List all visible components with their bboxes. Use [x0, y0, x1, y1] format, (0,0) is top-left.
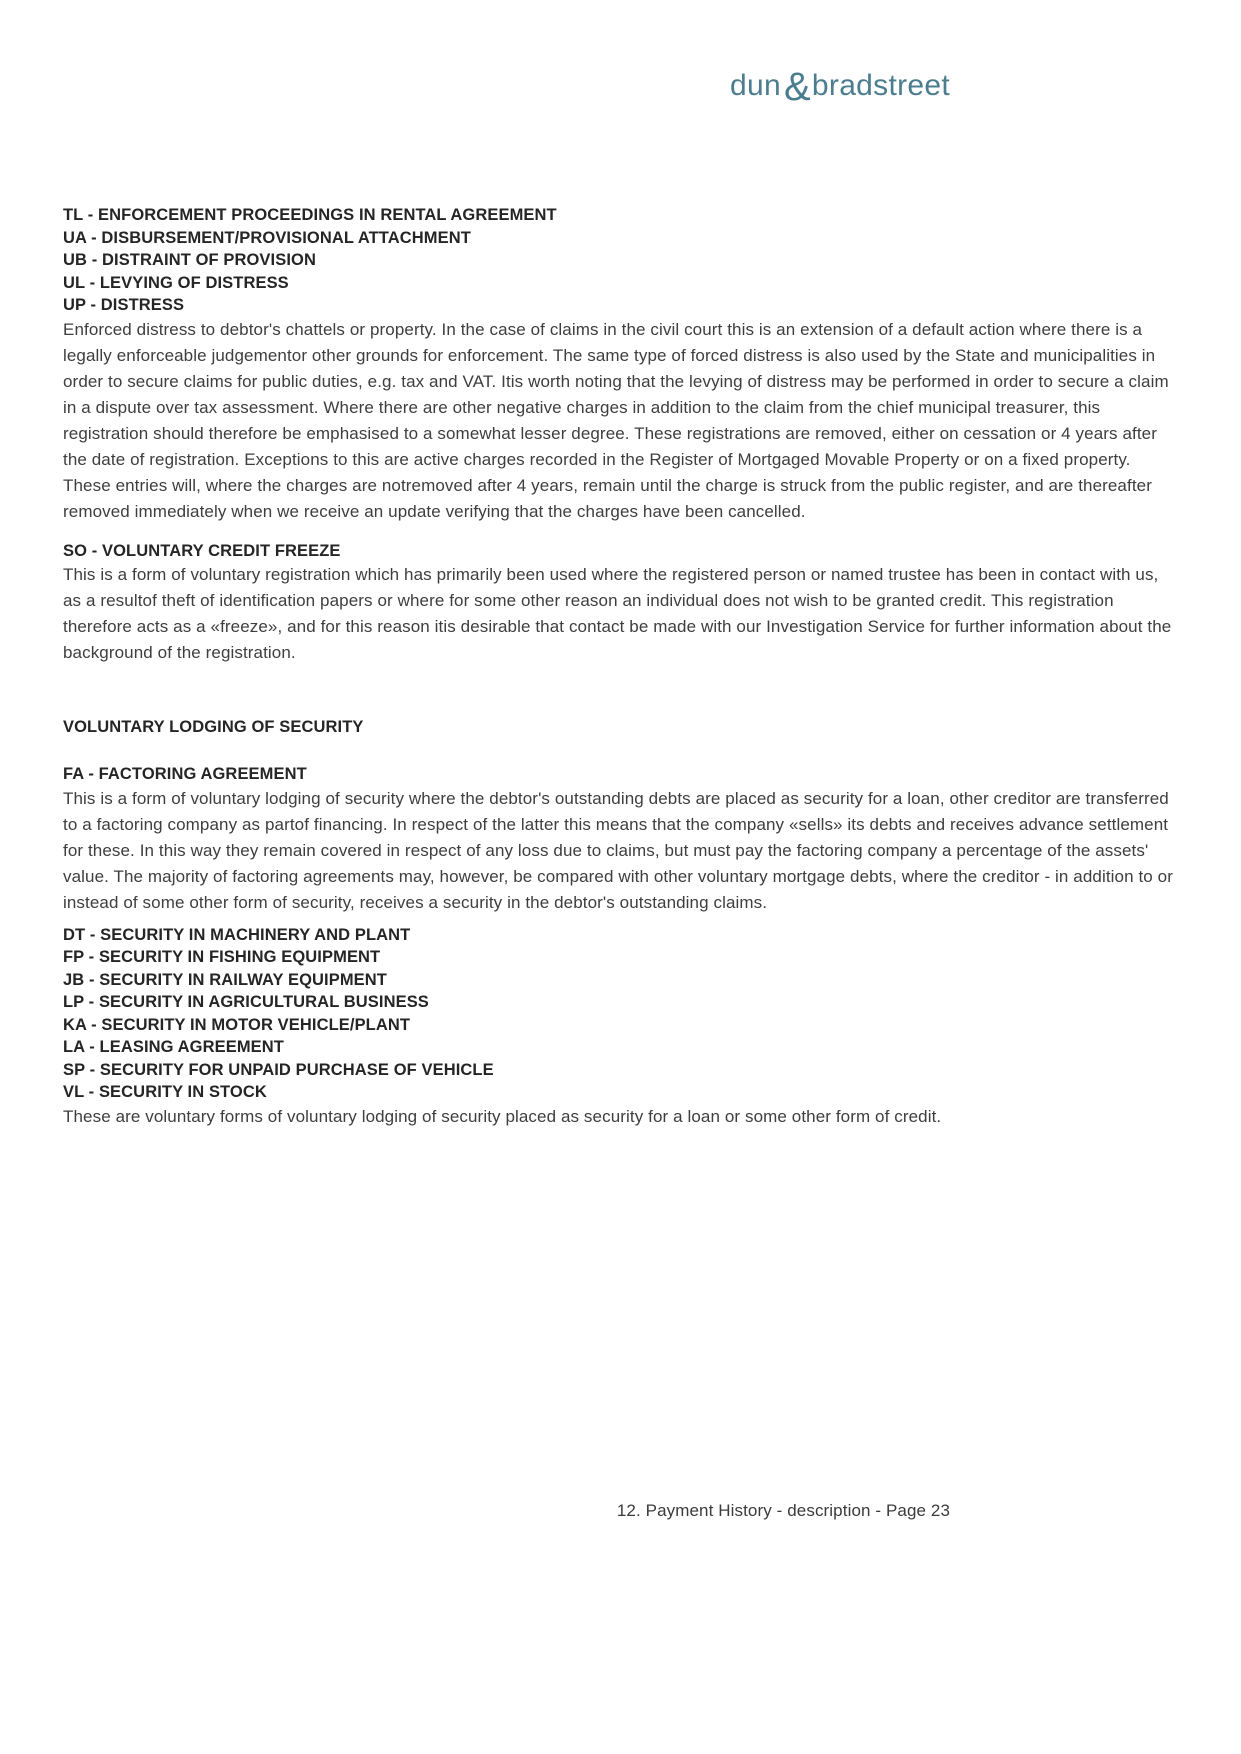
code-heading-ua: UA - DISBURSEMENT/PROVISIONAL ATTACHMENT — [63, 228, 471, 247]
factoring-paragraph: This is a form of voluntary lodging of security where the debtor's outstanding debts are placed as security for a loan, other creditor are transferred to a factoring company as partof financing. In respect of the latter this means that the company «sells» its debts and receives advance settlement for these. In this way they remain covered in respect of any loss due to claims, but must pay the factoring company a percentage of the assets' value. The majority of factoring agreements may, however, be compared with other voluntary mortgage debts, where the creditor - in addition to or instead of some other form of security, receives a security in the debtor's outstanding claims. — [63, 788, 1173, 912]
code-heading-fp: FP - SECURITY IN FISHING EQUIPMENT — [63, 948, 381, 966]
code-heading-jb: JB - SECURITY IN RAILWAY EQUIPMENT — [63, 970, 387, 989]
code-heading-vl: VL - SECURITY IN STOCK — [63, 1083, 267, 1101]
security-types-paragraph: These are voluntary forms of voluntary lodging of security placed as security for a loan or some other form of credit. — [63, 1106, 942, 1126]
code-heading-sp: SP - SECURITY FOR UNPAID PURCHASE OF VEHICLE — [63, 1060, 494, 1079]
dun-bradstreet-logo — [730, 64, 950, 109]
logo-ampersand-icon: & — [783, 65, 811, 109]
code-heading-lp: LP - SECURITY IN AGRICULTURAL BUSINESS — [63, 993, 429, 1011]
enforcement-paragraph: Enforced distress to debtor's chattels or property. In the case of claims in the civil court this is an extension of a default action where there is a legally enforceable judgementor other grounds for enforcement. The same type of forced distress is also used by the State and municipalities in order to secure claims for public duties, e.g. tax and VAT. Itis worth noting that the levying of distress may be performed in order to secure a claim in a dispute over tax assessment. Where there are other negative charges in addition to the claim from the chief municipal treasurer, this registration should therefore be emphasised to a somewhat lesser degree. These registrations are removed, either on cessation or 4 years after the date of registration. Exceptions to this are active charges recorded in the Register of Mortgaged Movable Property or on a fixed property. These entries will, where the charges are notremoved after 4 years, remain until the charge is struck from the public register, and are thereafter removed immediately when we receive an update verifying that the charges have been cancelled. — [63, 319, 1169, 521]
code-heading-fa: FA - FACTORING AGREEMENT — [63, 765, 307, 783]
logo-text-bradstreet: bradstreet — [811, 69, 950, 102]
code-heading-ul: UL - LEVYING OF DISTRESS — [63, 273, 289, 292]
credit-freeze-paragraph: This is a form of voluntary registration which has primarily been used where the registered person or named trustee has been in contact with us, as a resultof theft of identification papers or where for some other reason an individual does not wish to be granted credit. This registration therefore acts as a «freeze», and for this reason itis desirable that contact be made with our Investigation Service for further information about the background of the registration. — [63, 565, 1172, 662]
code-heading-so: SO - VOLUNTARY CREDIT FREEZE — [63, 541, 341, 560]
logo-text-dun: dun — [729, 69, 781, 102]
code-heading-tl: TL - ENFORCEMENT PROCEEDINGS IN RENTAL AGREEMENT — [63, 206, 557, 224]
voluntary-lodging-section-title: VOLUNTARY LODGING OF SECURITY — [63, 718, 364, 736]
enforcement-code-list — [63, 204, 1181, 317]
credit-freeze-block — [63, 540, 1181, 667]
factoring-block — [63, 763, 1181, 916]
code-heading-ub: UB - DISTRAINT OF PROVISION — [63, 251, 316, 269]
page-footer: 12. Payment History - description - Page 23 — [616, 1501, 950, 1520]
code-heading-la: LA - LEASING AGREEMENT — [63, 1038, 284, 1056]
page-content — [63, 204, 1181, 1130]
code-heading-up: UP - DISTRESS — [63, 296, 185, 314]
security-types-code-list — [63, 924, 1181, 1104]
code-heading-dt: DT - SECURITY IN MACHINERY AND PLANT — [63, 925, 411, 944]
code-heading-ka: KA - SECURITY IN MOTOR VEHICLE/PLANT — [63, 1015, 411, 1034]
